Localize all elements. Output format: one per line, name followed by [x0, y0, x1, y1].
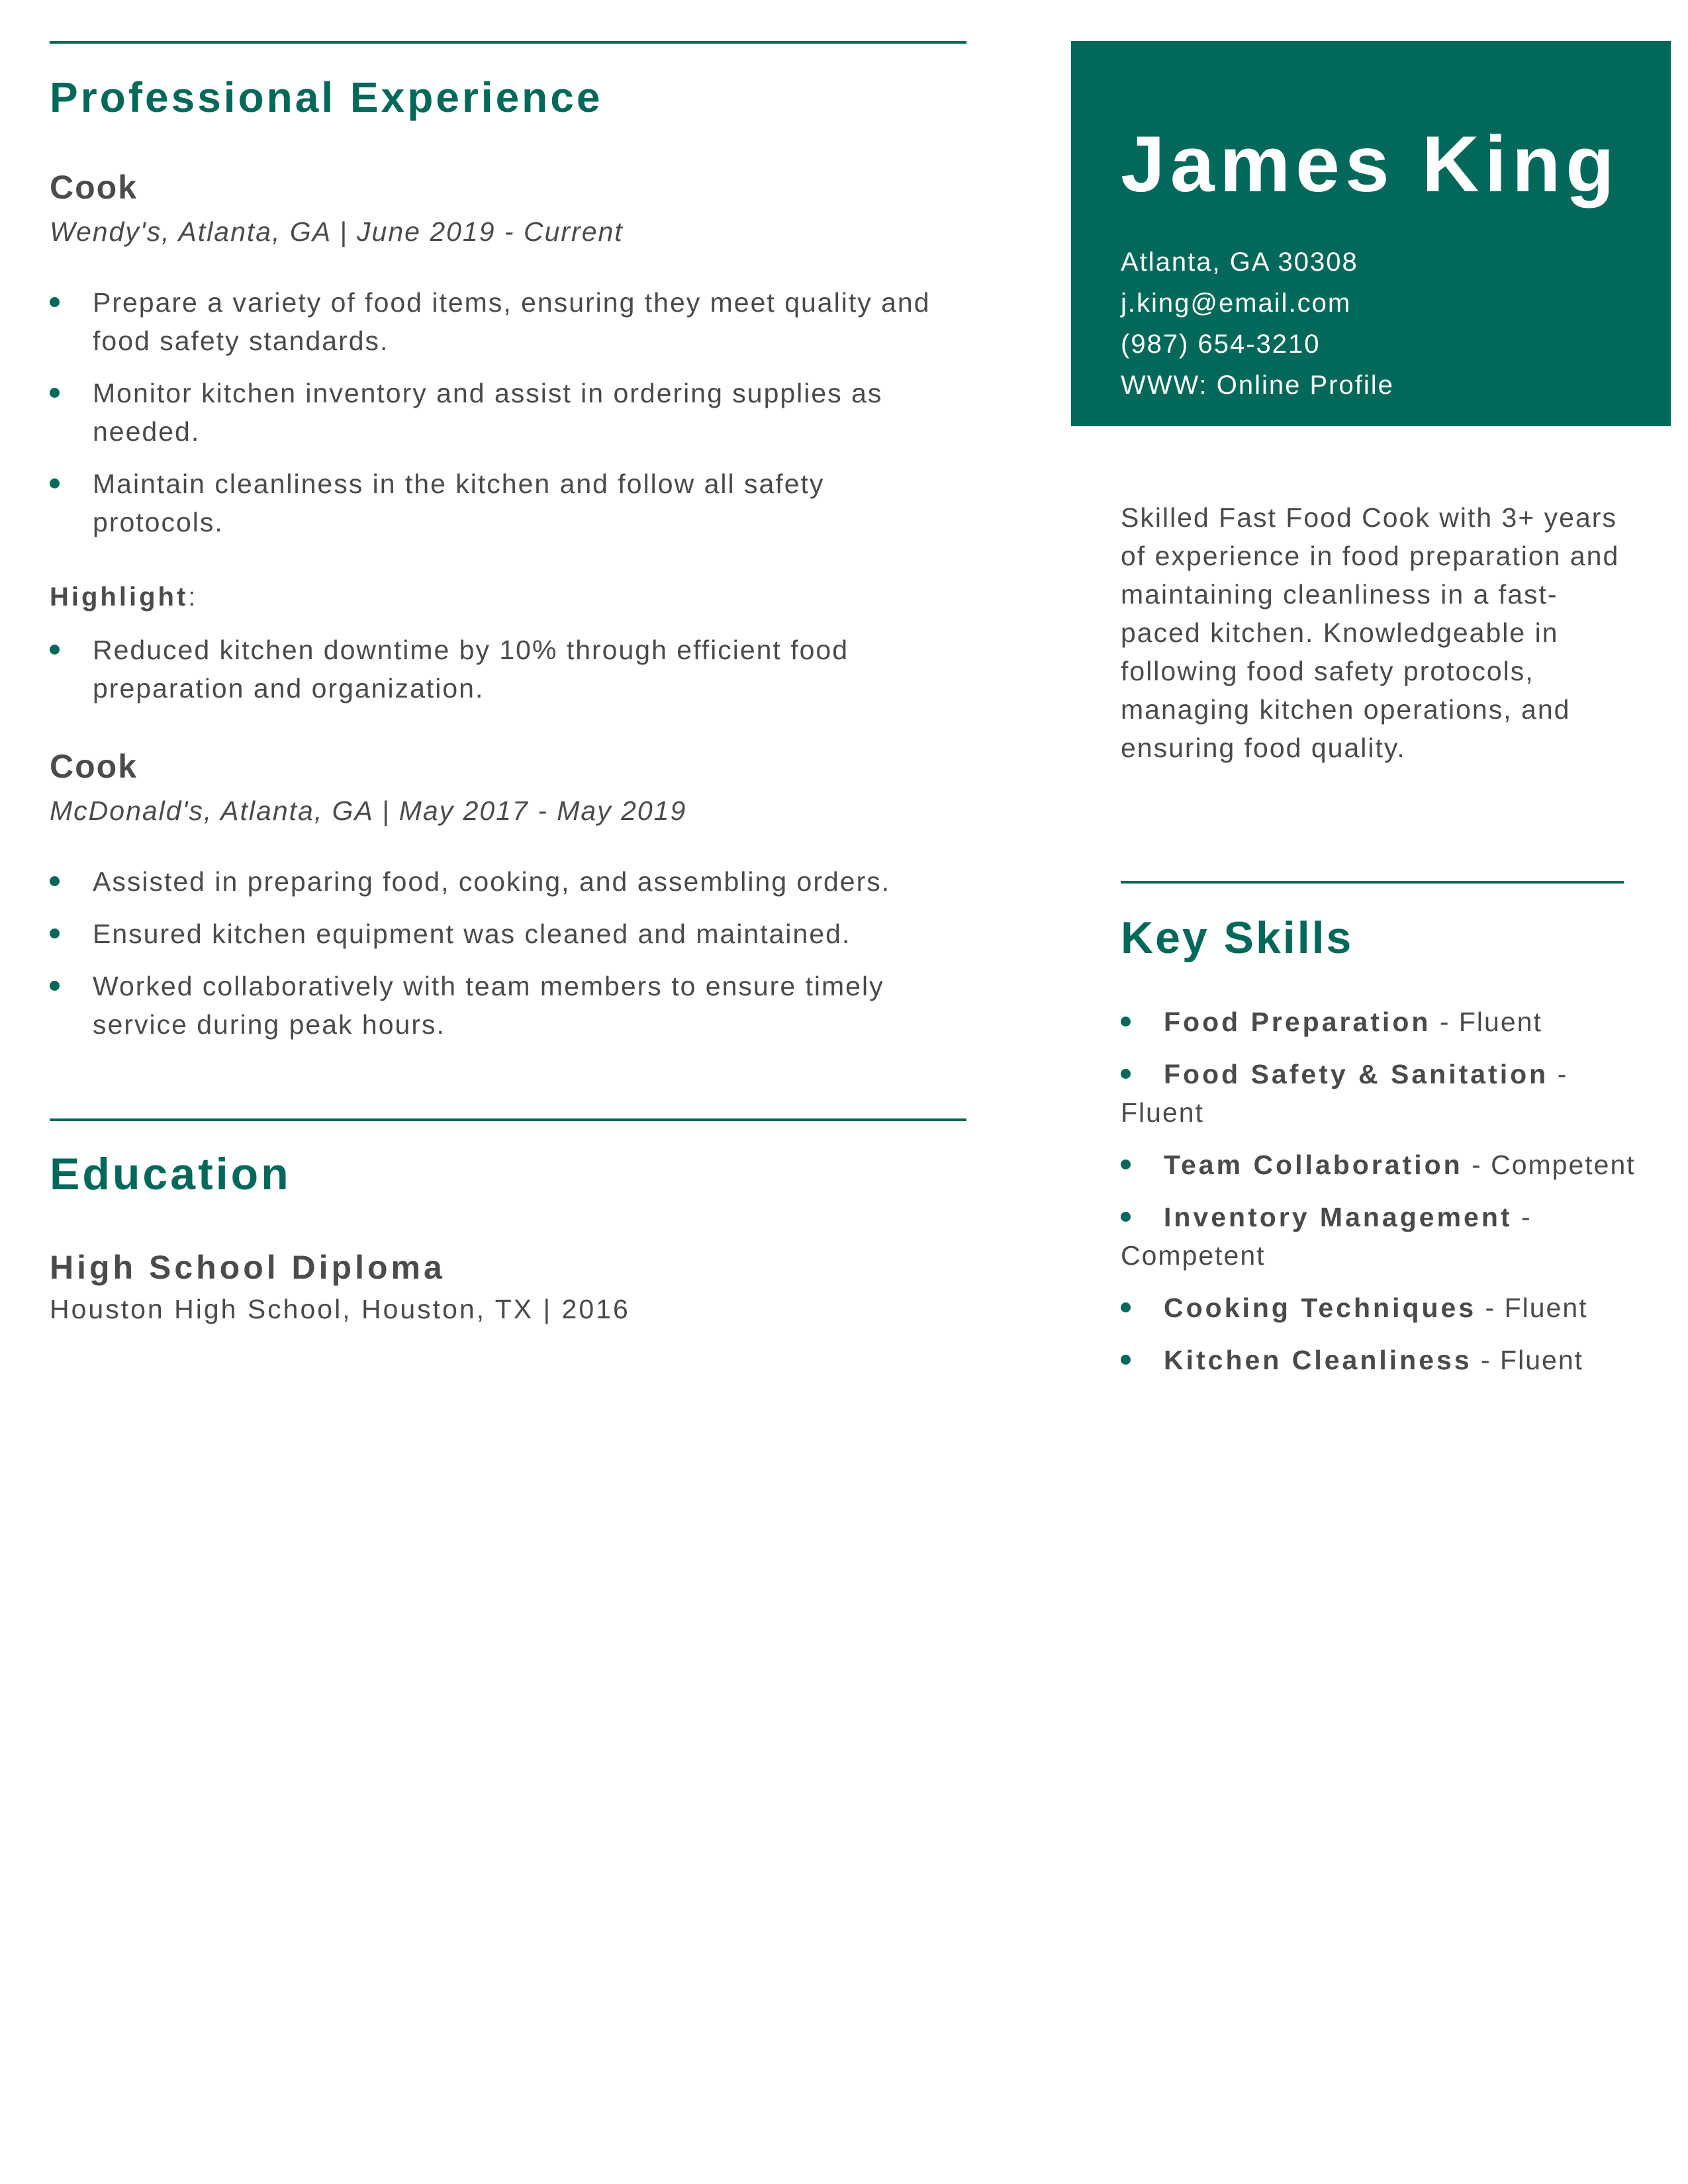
- job-meta: Wendy's, Atlanta, GA | June 2019 - Current: [50, 216, 624, 247]
- bullet-icon: [50, 388, 60, 398]
- list-item: Prepare a variety of food items, ensuring they meet quality and food safety standards.: [50, 283, 943, 360]
- candidate-name: James King: [1121, 120, 1620, 208]
- list-item: Cooking Techniques - Fluent: [1121, 1289, 1644, 1327]
- highlight-bullets: [50, 631, 943, 707]
- job-bullets: [50, 283, 943, 541]
- section-divider: [50, 1118, 966, 1121]
- contact-website[interactable]: WWW: Online Profile: [1121, 371, 1394, 400]
- job-entry: [50, 171, 966, 248]
- bullet-icon: [1121, 1017, 1131, 1026]
- job-entry: [50, 750, 966, 827]
- list-item: Worked collaboratively with team members to ensure timely service during peak hours.: [50, 967, 943, 1044]
- bullet-icon: [50, 645, 60, 655]
- list-item: Monitor kitchen inventory and assist in ordering supplies as needed.: [50, 374, 943, 451]
- job-bullets: [50, 862, 943, 1044]
- job-title: Cook: [50, 748, 138, 785]
- list-item: Inventory Management - Competent: [1121, 1202, 1532, 1271]
- skills-list: [1121, 1003, 1644, 1379]
- list-item: Reduced kitchen downtime by 10% through efficient food preparation and organization.: [50, 631, 943, 707]
- contact-phone: (987) 654-3210: [1121, 330, 1321, 359]
- list-item: Maintain cleanliness in the kitchen and follow all safety protocols.: [50, 465, 943, 541]
- job-meta: McDonald's, Atlanta, GA | May 2017 - May 2019: [50, 796, 687, 826]
- bullet-icon: [1121, 1069, 1131, 1079]
- skills-section-title: Key Skills: [1121, 913, 1354, 963]
- degree-title: High School Diploma: [50, 1249, 445, 1286]
- bullet-icon: [50, 929, 60, 938]
- right-column: [1071, 0, 1671, 2184]
- job-title: Cook: [50, 169, 138, 206]
- bullet-icon: [50, 297, 60, 307]
- education-details: Houston High School, Houston, TX | 2016: [50, 1294, 630, 1324]
- bullet-icon: [1121, 1355, 1131, 1365]
- education-section-title: Education: [50, 1149, 291, 1199]
- list-item: Food Preparation - Fluent: [1121, 1003, 1644, 1041]
- bullet-icon: [50, 478, 60, 488]
- bullet-icon: [50, 981, 60, 991]
- professional-summary: Skilled Fast Food Cook with 3+ years of experience in food preparation and maintaining cleanliness in a fast-paced kitchen. Knowledgeable in following food safety protocols, managing kitchen operations, and ensuring food quality.: [1121, 502, 1620, 763]
- contact-email[interactable]: j.king@email.com: [1121, 289, 1352, 318]
- bullet-icon: [50, 876, 60, 886]
- list-item: Assisted in preparing food, cooking, and assembling orders.: [50, 862, 943, 901]
- section-divider: [50, 41, 966, 44]
- list-item: Ensured kitchen equipment was cleaned and maintained.: [50, 915, 943, 953]
- contact-location: Atlanta, GA 30308: [1121, 248, 1358, 277]
- list-item: Team Collaboration - Competent: [1121, 1146, 1644, 1184]
- list-item: Food Safety & Sanitation - Fluent: [1121, 1059, 1568, 1128]
- contact-info: [1121, 242, 1394, 406]
- highlight-label: Highlight:: [50, 582, 199, 612]
- bullet-icon: [1121, 1302, 1131, 1312]
- bullet-icon: [1121, 1212, 1131, 1222]
- bullet-icon: [1121, 1160, 1131, 1169]
- experience-section-title: Professional Experience: [50, 73, 603, 121]
- section-divider: [1121, 881, 1624, 884]
- list-item: Kitchen Cleanliness - Fluent: [1121, 1341, 1644, 1379]
